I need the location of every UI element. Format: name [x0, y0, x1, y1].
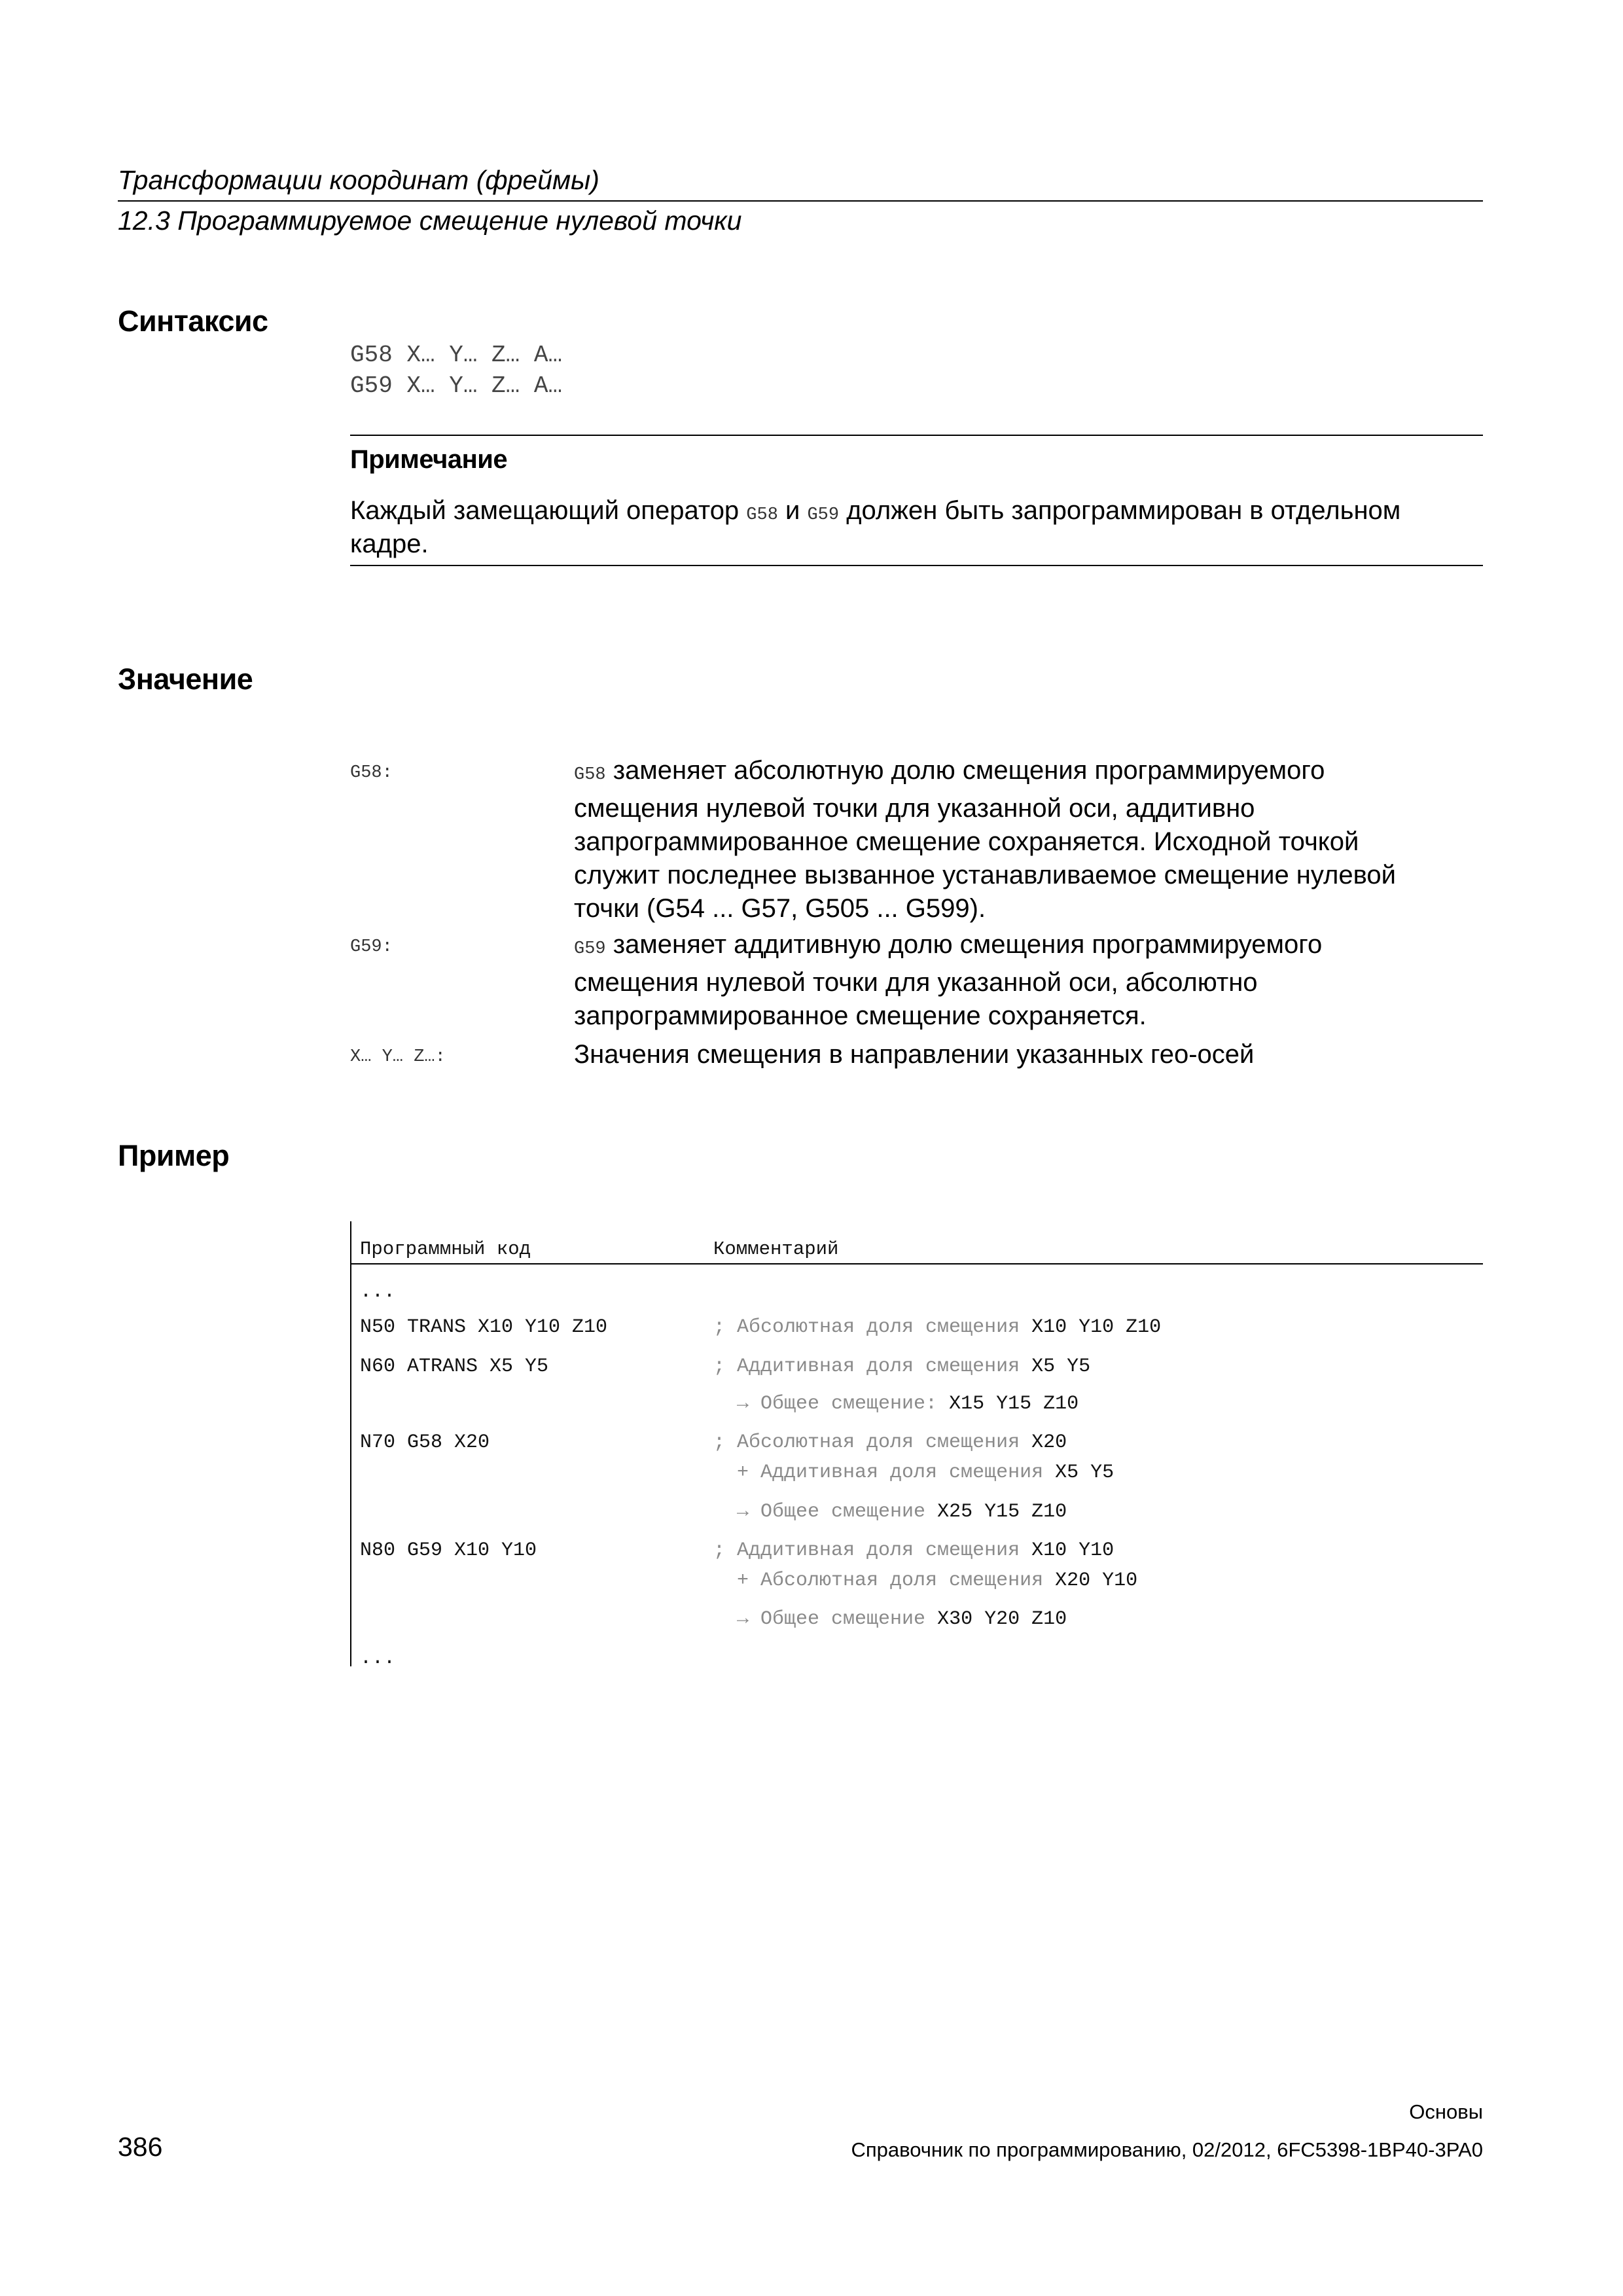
code-line: N60 ATRANS X5 Y5 [360, 1355, 549, 1378]
comment-values: X20 Y10 [1055, 1570, 1138, 1592]
definition-line: смещения нулевой точки для указанной оси, аддитивно [574, 794, 1255, 823]
comment-values: X20 [1031, 1431, 1067, 1454]
comment-text: → Общее смещение [713, 1501, 938, 1523]
column-header-comment: Комментарий [713, 1238, 839, 1260]
comment-values: X25 Y15 Z10 [937, 1501, 1067, 1523]
comment-values: X15 Y15 Z10 [949, 1393, 1079, 1415]
comment-values: X10 Y10 Z10 [1031, 1316, 1162, 1338]
code-line: N70 G58 X20 [360, 1431, 490, 1454]
definition-line: служит последнее вызванное устанавливаемое смещение нулевой [574, 861, 1396, 889]
definition-code: G58 [574, 765, 606, 785]
note-text-part: должен быть запрограммирован в отдельном [839, 496, 1401, 525]
comment-values: X30 Y20 Z10 [937, 1608, 1067, 1630]
definition-line: точки (G54 ... G57, G505 ... G599). [574, 894, 986, 923]
code-line: N80 G59 X10 Y10 [360, 1539, 537, 1562]
comment-text: + Аддитивная доля смещения [713, 1462, 1056, 1484]
comment-text: ; Аддитивная доля смещения [713, 1539, 1032, 1562]
syntax-heading: Синтаксис [118, 304, 268, 338]
footer-book: Основы [1409, 2100, 1483, 2123]
comment-line [713, 1608, 1067, 1630]
note-text [350, 494, 1400, 532]
page-number: 386 [118, 2132, 163, 2162]
comment-text: ; Абсолютная доля смещения [713, 1316, 1032, 1338]
definition-line: заменяет аддитивную долю смещения программируемого [605, 930, 1323, 959]
note-code-g59: G59 [807, 505, 840, 525]
comment-line [713, 1316, 1161, 1338]
meaning-heading: Значение [118, 662, 253, 696]
term-g58: G58: [350, 763, 393, 783]
definition-g58 [574, 754, 1490, 925]
running-header-section: 12.3 Программируемое смещение нулевой точки [118, 206, 742, 236]
definition-code: G59 [574, 939, 606, 959]
note-code-g58: G58 [746, 505, 778, 525]
note-text-line-2: кадре. [350, 529, 429, 558]
comment-text: → Общее смещение: [713, 1393, 950, 1415]
code-line: ... [360, 1281, 396, 1303]
comment-line [713, 1462, 1114, 1484]
term-g59: G59: [350, 937, 393, 957]
comment-text: ; Аддитивная доля смещения [713, 1355, 1032, 1378]
example-heading: Пример [118, 1139, 230, 1172]
code-table-left-border [350, 1221, 351, 1666]
note-text-part: Каждый замещающий оператор [350, 496, 747, 525]
definition-line: запрограммированное смещение сохраняется. [574, 1001, 1147, 1030]
comment-line [713, 1431, 1067, 1454]
comment-text: ; Абсолютная доля смещения [713, 1431, 1032, 1454]
comment-line [713, 1539, 1114, 1562]
note-title: Примечание [350, 445, 508, 474]
comment-line [713, 1355, 1090, 1378]
note-bottom-rule [350, 565, 1483, 566]
footer-reference: Справочник по программированию, 02/2012, 6FC5398-1BP40-3PA0 [851, 2138, 1483, 2161]
code-line: ... [360, 1647, 396, 1670]
comment-values: X5 Y5 [1055, 1462, 1115, 1484]
term-xyz: X… Y… Z…: [350, 1047, 446, 1067]
comment-values: X5 Y5 [1031, 1355, 1091, 1378]
running-header-chapter: Трансформации координат (фреймы) [118, 165, 599, 195]
note-text-part: и [777, 496, 808, 525]
code-line: N50 TRANS X10 Y10 Z10 [360, 1316, 608, 1338]
note-top-rule [350, 435, 1483, 436]
comment-text: → Общее смещение [713, 1608, 938, 1630]
comment-line [713, 1570, 1137, 1592]
code-table-header-rule [350, 1263, 1483, 1265]
definition-line: запрограммированное смещение сохраняется. Исходной точкой [574, 827, 1359, 856]
comment-values: X10 Y10 [1031, 1539, 1115, 1562]
comment-line [713, 1501, 1067, 1523]
comment-text: + Абсолютная доля смещения [713, 1570, 1056, 1592]
syntax-line-g58: G58 X… Y… Z… A… [350, 342, 563, 368]
comment-line [713, 1393, 1079, 1415]
definition-line: заменяет абсолютную долю смещения программируемого [605, 756, 1325, 785]
definition-line: смещения нулевой точки для указанной оси, абсолютно [574, 968, 1258, 997]
syntax-line-g59: G59 X… Y… Z… A… [350, 372, 563, 399]
column-header-code: Программный код [360, 1238, 531, 1260]
definition-xyz: Значения смещения в направлении указанных гео-осей [574, 1040, 1255, 1069]
definition-g59 [574, 928, 1490, 1033]
header-rule [118, 200, 1483, 202]
